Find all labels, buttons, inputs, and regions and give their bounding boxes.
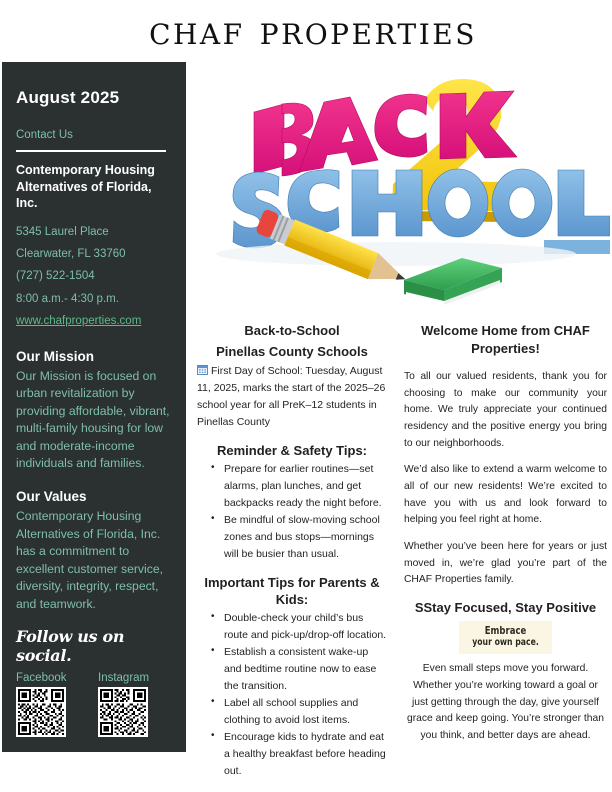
list-item: • Establish a consistent wake-up and bedtime routine now to ease the transition.: [224, 644, 387, 695]
sidebar-org-name: Contemporary Housing Alternatives of Florida, Inc.: [16, 163, 155, 210]
back-to-school-hero-image: [196, 72, 610, 317]
reminder-safety-heading: Reminder & Safety Tips:: [216, 443, 368, 459]
embrace-line-2: your own pace.: [472, 636, 539, 648]
welcome-paragraph-3: Whether you’ve been here for years or just moved in, we’re glad you’re part of the CHAF Properties family.: [404, 541, 607, 586]
sidebar-phone[interactable]: (727) 522-1504: [16, 270, 95, 283]
page-title: chaf properties: [149, 8, 477, 54]
sidebar-month: August 2025: [16, 88, 120, 107]
sidebar-address-line-2: Clearwater, FL 33760: [16, 247, 126, 260]
first-day-paragraph: [197, 363, 387, 431]
list-item: • Prepare for earlier routines—set alarms, plan lunches, and get backpacks ready the night before.: [224, 461, 387, 512]
list-item: • Encourage kids to hydrate and eat a healthy breakfast before heading out.: [224, 729, 387, 780]
sidebar-values-heading: Our Values: [16, 488, 87, 504]
back-to-school-heading-line2: Pinellas County Schools: [216, 343, 368, 359]
back-to-school-heading-line1: Back-to-School: [244, 323, 340, 338]
sidebar-contact-heading: Contact Us: [16, 129, 73, 141]
sidebar-social-tagline: Follow us on social.: [16, 627, 125, 666]
social-item-facebook[interactable]: [16, 672, 76, 737]
important-tips-list: [197, 610, 387, 780]
stay-focused-heading: SStay Focused, Stay Positive: [414, 600, 597, 616]
sidebar-website-link[interactable]: www.chafproperties.com: [16, 315, 142, 328]
embrace-line-1: Embrace: [484, 623, 527, 637]
welcome-paragraph-1: To all our valued residents, thank you for choosing to make our community your home. We truly appreciate your continued residency and the positive energy you bring to our neighborhoods.: [404, 371, 607, 449]
list-item: • Double-check your child’s bus route and pick-up/drop-off location.: [224, 610, 387, 644]
calendar-icon: [197, 365, 208, 375]
closing-paragraph: Even small steps move you forward. Whether you’re working toward a goal or just getting through the day, give yourself grace and keep going. You’re stronger than you think, and better days are ahead.: [407, 663, 604, 741]
embrace-quote-card: [459, 621, 552, 655]
sidebar-address-line-1: 5345 Laurel Place: [16, 225, 109, 238]
masthead: [0, 0, 612, 62]
qr-code-icon-instagram[interactable]: [98, 687, 148, 737]
qr-code-icon-facebook[interactable]: [16, 687, 66, 737]
sidebar-divider: [16, 150, 166, 152]
social-links: [16, 672, 172, 737]
hero-graphic: [196, 72, 610, 317]
social-label-instagram: Instagram: [98, 672, 150, 685]
social-item-instagram[interactable]: [98, 672, 158, 737]
first-day-text: First Day of School: Tuesday, August 11, 2025, marks the start of the 2025–26 school year for all PreK–12 students in Pinellas County: [197, 365, 386, 429]
important-tips-heading: Important Tips for Parents & Kids:: [204, 574, 380, 607]
right-column: [404, 322, 607, 745]
social-label-facebook: Facebook: [16, 672, 67, 685]
sidebar-mission-heading: Our Mission: [16, 348, 95, 364]
sidebar-mission-body: Our Mission is focused on urban revitalization by providing affordable, vibrant, multi-family housing for low and moderate-income individuals and families.: [16, 368, 170, 471]
sidebar: [2, 62, 186, 752]
welcome-paragraph-2: We’d also like to extend a warm welcome to all of our new residents! We’re excited to have you with us and look forward to helping you feel right at home.: [404, 464, 607, 526]
middle-column: [197, 322, 387, 780]
welcome-heading: Welcome Home from CHAF Properties!: [421, 323, 590, 356]
list-item: • Label all school supplies and clothing to avoid lost items.: [224, 695, 387, 729]
sidebar-hours: 8:00 a.m.- 4:30 p.m.: [16, 292, 119, 305]
list-item: • Be mindful of slow-moving school zones and bus stops—mornings will be busier than usual.: [224, 512, 387, 563]
reminder-safety-list: [197, 461, 387, 563]
sidebar-values-body: Contemporary Housing Alternatives of Florida, Inc. has a commitment to excellent customer service, diversity, integrity, respect, and teamwork.: [16, 508, 163, 611]
